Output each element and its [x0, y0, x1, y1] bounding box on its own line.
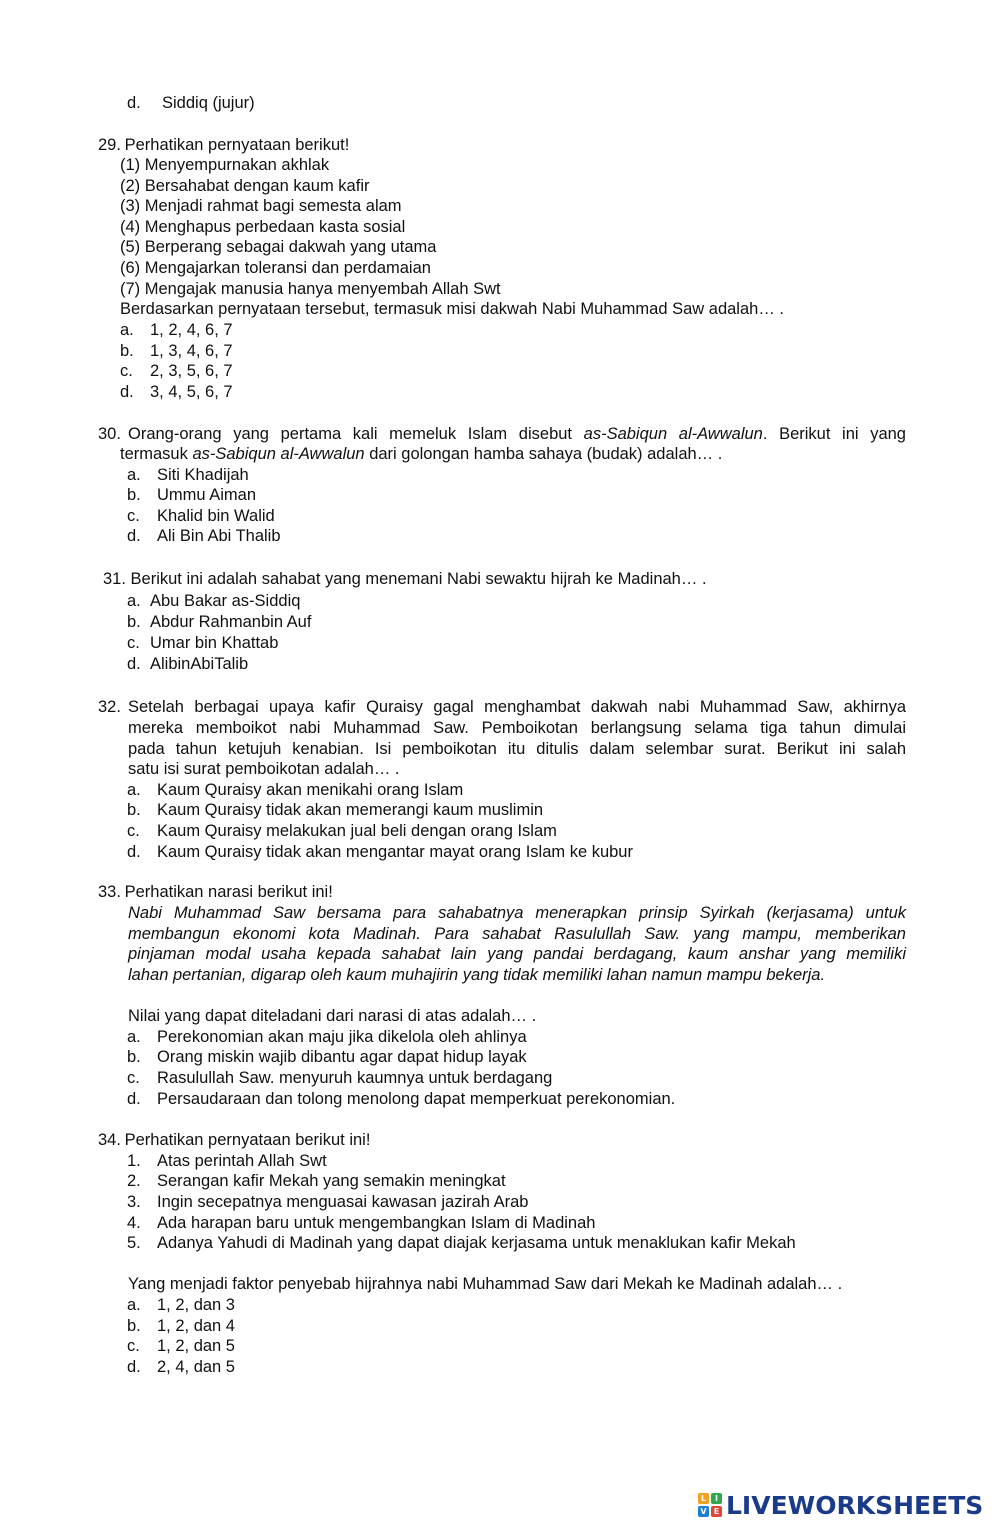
q34-statement-1 [127, 1151, 327, 1171]
option-text: 1, 2, dan 4 [157, 1317, 235, 1335]
q29-statement-1: (1) Menyempurnakan akhlak [120, 156, 330, 174]
option-label: b. [127, 613, 141, 631]
q29-option-a[interactable] [120, 320, 233, 340]
question-32-line-3: pada tahun ketujuh kenabian. Isi pemboikotan itu ditulis dalam selembar surat. Berikut ini salah [128, 740, 906, 758]
text: . Berikut ini yang [762, 425, 906, 443]
statement-text: Serangan kafir Mekah yang semakin meningkat [157, 1172, 506, 1190]
option-label: d. [120, 383, 134, 401]
liveworksheets-logo-icon [698, 1493, 722, 1517]
option-text: Orang miskin wajib dibantu agar dapat hidup layak [157, 1048, 527, 1066]
logo-letter: V [698, 1506, 709, 1517]
option-text: Perekonomian akan maju jika dikelola oleh ahlinya [157, 1028, 527, 1046]
option-text: Ummu Aiman [157, 486, 257, 504]
statement-label: 4. [127, 1214, 141, 1232]
q33-option-a[interactable] [127, 1027, 527, 1047]
option-label: b. [127, 1317, 141, 1335]
option-text: Kaum Quraisy akan menikahi orang Islam [157, 781, 464, 799]
option-label: d. [127, 655, 141, 673]
q29-option-b[interactable] [120, 341, 233, 361]
option-label: a. [127, 781, 141, 799]
q32-option-b[interactable] [127, 800, 543, 820]
logo-letter: L [698, 1493, 709, 1504]
option-text: 1, 2, dan 3 [157, 1296, 235, 1314]
brand-name: LIVEWORKSHEETS [726, 1490, 984, 1520]
q33-narrative-line-3: pinjaman modal usaha kepada sahabat lain yang pandai berdagang, kaum anshar yang memiliki [128, 945, 906, 963]
option-label: d. [127, 94, 141, 112]
option-label: b. [120, 342, 134, 360]
statement-text: Ada harapan baru untuk mengembangkan Islam di Madinah [157, 1214, 596, 1232]
option-text: 1, 3, 4, 6, 7 [150, 342, 233, 360]
prev-option-d [127, 93, 255, 113]
q30-option-a[interactable] [127, 465, 249, 485]
option-label: b. [127, 801, 141, 819]
question-32-number: 32. [98, 698, 121, 716]
option-text: 2, 3, 5, 6, 7 [150, 362, 233, 380]
statement-text: Ingin secepatnya menguasai kawasan jazirah Arab [157, 1193, 529, 1211]
text: dari golongan hamba sahaya (budak) adalah… . [369, 445, 723, 463]
logo-letter: E [711, 1506, 722, 1517]
option-label: a. [120, 321, 134, 339]
q31-option-b[interactable] [127, 612, 311, 632]
option-label: c. [127, 1337, 140, 1355]
option-label: d. [127, 843, 141, 861]
q33-narrative-line-4: lahan pertanian, digarap oleh kaum muhajirin yang tidak memiliki lahan namun mampu bekerja. [128, 966, 826, 984]
option-text: Kaum Quraisy tidak akan mengantar mayat orang Islam ke kubur [157, 843, 633, 861]
option-label: d. [127, 527, 141, 545]
q30-option-d[interactable] [127, 526, 281, 546]
question-32-line-2: mereka memboikot nabi Muhammad Saw. Pemboikotan berlangsung selama tiga tahun dimulai [128, 719, 906, 737]
q29-question: Berdasarkan pernyataan tersebut, termasuk misi dakwah Nabi Muhammad Saw adalah… . [120, 300, 784, 318]
question-32-line-4: satu isi surat pemboikotan adalah… . [128, 760, 400, 778]
option-text: 1, 2, 4, 6, 7 [150, 321, 233, 339]
q33-option-c[interactable] [127, 1068, 552, 1088]
option-label: a. [127, 1296, 141, 1314]
option-text: Persaudaraan dan tolong menolong dapat memperkuat perekonomian. [157, 1090, 676, 1108]
option-text: Umar bin Khattab [150, 634, 279, 652]
q31-option-d[interactable] [127, 654, 248, 674]
question-32-line-1: Setelah berbagai upaya kafir Quraisy gagal menghambat dakwah nabi Muhammad Saw, akhirnya [128, 698, 906, 716]
option-text: 1, 2, dan 5 [157, 1337, 235, 1355]
q33-option-b[interactable] [127, 1047, 527, 1067]
question-31-stem [103, 569, 707, 589]
statement-label: 2. [127, 1172, 141, 1190]
question-29-stem [98, 135, 349, 155]
question-number: 33. [98, 883, 121, 901]
q30-option-c[interactable] [127, 506, 275, 526]
italic-term: as-Sabiqun al-Awwalun [583, 425, 763, 443]
liveworksheets-brand[interactable] [698, 1490, 983, 1520]
q34-statement-2 [127, 1171, 506, 1191]
option-text: Siti Khadijah [157, 466, 249, 484]
option-label: c. [127, 634, 140, 652]
option-text: 3, 4, 5, 6, 7 [150, 383, 233, 401]
q33-narrative-line-2: membangun ekonomi kota Madinah. Para sahabat Rasulullah Saw. yang mampu, memberikan [128, 925, 906, 943]
q31-option-a[interactable] [127, 591, 300, 611]
question-text: Berikut ini adalah sahabat yang menemani Nabi sewaktu hijrah ke Madinah… . [130, 570, 707, 588]
q29-statement-7: (7) Mengajak manusia hanya menyembah Allah Swt [120, 280, 501, 298]
option-text: Kaum Quraisy tidak akan memerangi kaum muslimin [157, 801, 544, 819]
option-label: c. [127, 507, 140, 525]
option-text: Rasulullah Saw. menyuruh kaumnya untuk berdagang [157, 1069, 553, 1087]
q31-option-c[interactable] [127, 633, 278, 653]
italic-term: as-Sabiqun al-Awwalun [192, 445, 365, 463]
option-label: c. [120, 362, 133, 380]
statement-label: 5. [127, 1234, 141, 1252]
option-text: 2, 4, dan 5 [157, 1358, 235, 1376]
q32-option-a[interactable] [127, 780, 463, 800]
q29-option-c[interactable] [120, 361, 233, 381]
q34-statement-4 [127, 1213, 595, 1233]
option-text: Kaum Quraisy melakukan jual beli dengan orang Islam [157, 822, 557, 840]
q34-statement-3 [127, 1192, 528, 1212]
question-30-number: 30. [98, 425, 121, 443]
q32-option-c[interactable] [127, 821, 557, 841]
option-text: Siddiq (jujur) [162, 94, 255, 112]
q34-question: Yang menjadi faktor penyebab hijrahnya nabi Muhammad Saw dari Mekah ke Madinah adalah… . [128, 1275, 843, 1293]
q29-statement-6: (6) Mengajarkan toleransi dan perdamaian [120, 259, 431, 277]
option-text: Abu Bakar as-Siddiq [150, 592, 301, 610]
option-label: a. [127, 466, 141, 484]
text: Orang-orang yang pertama kali memeluk Islam disebut [128, 425, 573, 443]
statement-label: 1. [127, 1152, 141, 1170]
option-label: a. [127, 592, 141, 610]
question-33-stem [98, 882, 333, 902]
q29-statement-2: (2) Bersahabat dengan kaum kafir [120, 177, 370, 195]
statement-text: Atas perintah Allah Swt [157, 1152, 327, 1170]
question-30-line-2 [120, 444, 722, 464]
q29-statement-5: (5) Berperang sebagai dakwah yang utama [120, 238, 437, 256]
statement-text: Adanya Yahudi di Madinah yang dapat diajak kerjasama untuk menaklukan kafir Mekah [157, 1234, 796, 1252]
question-text: Perhatikan pernyataan berikut ini! [124, 1131, 371, 1149]
q34-option-a[interactable] [127, 1295, 235, 1315]
q33-narrative-line-1: Nabi Muhammad Saw bersama para sahabatnya menerapkan prinsip Syirkah (kerjasama) untuk [128, 904, 906, 922]
option-label: b. [127, 486, 141, 504]
question-text: Perhatikan narasi berikut ini! [124, 883, 333, 901]
q33-option-d[interactable] [127, 1089, 675, 1109]
q29-statement-3: (3) Menjadi rahmat bagi semesta alam [120, 197, 402, 215]
option-label: c. [127, 1069, 140, 1087]
option-text: Ali Bin Abi Thalib [157, 527, 281, 545]
option-text: Khalid bin Walid [157, 507, 275, 525]
question-number: 29. [98, 136, 121, 154]
option-text: AlibinAbiTalib [150, 655, 249, 673]
statement-label: 3. [127, 1193, 141, 1211]
q34-option-d[interactable] [127, 1357, 235, 1377]
question-number: 31. [103, 570, 126, 588]
q34-option-b[interactable] [127, 1316, 235, 1336]
logo-letter: I [711, 1493, 722, 1504]
option-label: c. [127, 822, 140, 840]
option-label: a. [127, 1028, 141, 1046]
q32-option-d[interactable] [127, 842, 633, 862]
q34-statement-5 [127, 1233, 796, 1253]
option-text: Abdur Rahmanbin Auf [150, 613, 312, 631]
q30-option-b[interactable] [127, 485, 256, 505]
question-30-line-1 [128, 424, 906, 444]
q33-question: Nilai yang dapat diteladani dari narasi di atas adalah… . [128, 1007, 537, 1025]
q34-option-c[interactable] [127, 1336, 235, 1356]
option-label: b. [127, 1048, 141, 1066]
text: termasuk [120, 445, 188, 463]
question-34-stem [98, 1130, 370, 1150]
option-label: d. [127, 1358, 141, 1376]
question-text: Perhatikan pernyataan berikut! [124, 136, 350, 154]
question-number: 34. [98, 1131, 121, 1149]
option-label: d. [127, 1090, 141, 1108]
q29-option-d[interactable] [120, 382, 233, 402]
q29-statement-4: (4) Menghapus perbedaan kasta sosial [120, 218, 406, 236]
